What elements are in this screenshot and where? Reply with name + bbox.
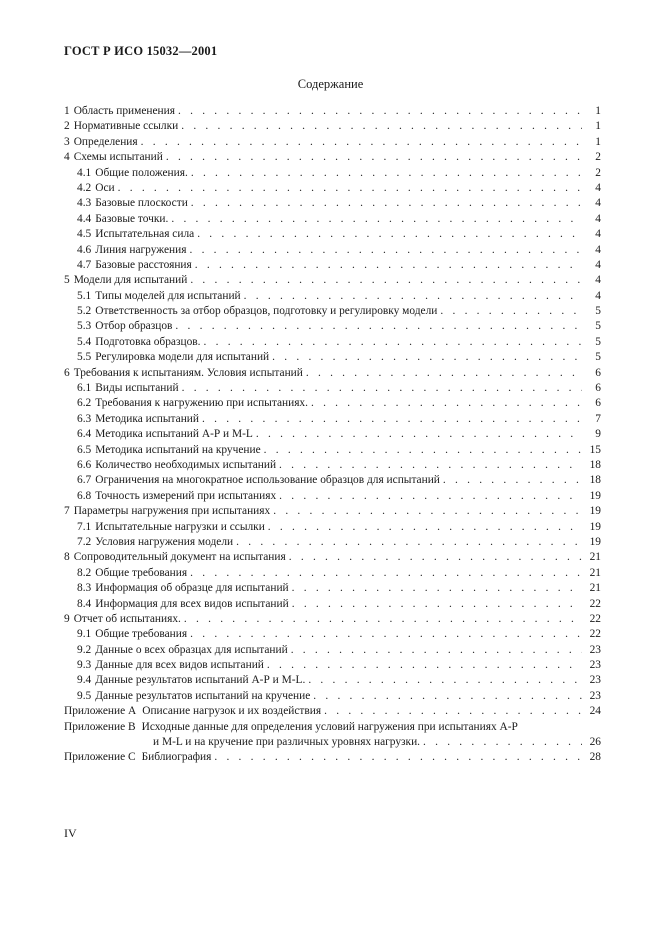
toc-entry-page: 23 xyxy=(589,674,601,687)
toc-entry-page: 2 xyxy=(595,166,601,179)
leader-dots xyxy=(311,396,582,411)
leader-dots xyxy=(324,704,582,719)
toc-entry-page: 5 xyxy=(595,335,601,348)
toc-entry-label: Данные для всех видов испытаний xyxy=(95,659,264,672)
toc-entry-page: 4 xyxy=(595,289,601,302)
toc-entry[interactable] xyxy=(64,135,601,150)
toc-entry-number: 7.2 xyxy=(77,535,92,548)
toc-entry-number: 4.4 xyxy=(77,212,92,225)
toc-entry-number: 8.4 xyxy=(77,597,92,610)
toc-entry-label: Количество необходимых испытаний xyxy=(95,458,277,471)
leader-dots xyxy=(190,627,582,642)
toc-entry-page: 19 xyxy=(589,535,601,548)
leader-dots xyxy=(171,212,582,227)
toc-entry-number: 4.3 xyxy=(77,197,92,210)
toc-appendix-continuation[interactable] xyxy=(64,735,601,750)
toc-subentry[interactable] xyxy=(64,335,601,350)
toc-entry-label: Методика испытаний А-Р и М-L xyxy=(95,428,253,441)
leader-dots xyxy=(443,473,582,488)
leader-dots xyxy=(244,289,582,304)
toc-entry-number: 4.7 xyxy=(77,258,92,271)
toc-entry-number: 8.2 xyxy=(77,566,92,579)
appendix-label: Исходные данные для определения условий нагружения при испытаниях А-Р xyxy=(141,720,518,733)
leader-dots xyxy=(292,581,582,596)
toc-entry-number: 9.3 xyxy=(77,659,92,672)
leader-dots xyxy=(181,119,582,134)
leader-dots xyxy=(204,335,583,350)
toc-entry-label: Информация для всех видов испытаний xyxy=(95,597,289,610)
toc-entry-label: Информация об образце для испытаний xyxy=(95,582,289,595)
toc-entry-number: 2 xyxy=(64,120,70,133)
leader-dots xyxy=(166,150,582,165)
toc-entry[interactable] xyxy=(64,366,601,381)
toc-entry-number: 4.6 xyxy=(77,243,92,256)
toc-entry-number: 6.6 xyxy=(77,458,92,471)
toc-subentry[interactable] xyxy=(64,181,601,196)
toc-entry-label: Модели для испытаний xyxy=(73,274,188,287)
toc-entry-label: Точность измерений при испытаниях xyxy=(95,489,277,502)
toc-entry-page: 4 xyxy=(595,243,601,256)
leader-dots xyxy=(291,643,582,658)
leader-dots xyxy=(195,258,582,273)
toc-entry-label: Регулировка модели для испытаний xyxy=(95,351,270,364)
appendix-page: 26 xyxy=(589,736,601,749)
toc-entry-label: Нормативные ссылки xyxy=(73,120,179,133)
toc-entry-label: Отбор образцов xyxy=(95,320,173,333)
toc-entry[interactable] xyxy=(64,273,601,288)
toc-entry-number: 8 xyxy=(64,551,70,564)
toc-entry-number: 5.5 xyxy=(77,351,92,364)
toc-entry-label: Базовые плоскости xyxy=(95,197,188,210)
toc-entry-number: 6.1 xyxy=(77,382,92,395)
toc-entry-number: 8.3 xyxy=(77,582,92,595)
leader-dots xyxy=(273,504,582,519)
toc-subentry[interactable] xyxy=(64,535,601,550)
toc-entry-label: Общие требования xyxy=(95,566,188,579)
leader-dots xyxy=(308,673,582,688)
toc-entry-label: Базовые расстояния xyxy=(95,258,192,271)
toc-entry-page: 15 xyxy=(589,443,601,456)
toc-entry-page: 23 xyxy=(589,643,601,656)
toc-entry-label: Общие положения. xyxy=(95,166,188,179)
toc-entry-number: 5.2 xyxy=(77,305,92,318)
toc-entry-page: 22 xyxy=(589,597,601,610)
leader-dots xyxy=(118,181,582,196)
leader-dots xyxy=(264,443,582,458)
toc-entry-number: 4 xyxy=(64,151,70,164)
toc-entry-label: Определения xyxy=(73,135,138,148)
toc-entry-number: 5.4 xyxy=(77,335,92,348)
appendix-label: Описание нагрузок и их воздействия xyxy=(142,705,322,718)
toc-subentry[interactable] xyxy=(64,597,601,612)
leader-dots xyxy=(189,243,582,258)
toc-subentry[interactable] xyxy=(64,304,601,319)
toc-entry-label: Ответственность за отбор образцов, подготовку и регулировку модели xyxy=(95,305,438,318)
toc-entry-number: 9.2 xyxy=(77,643,92,656)
toc-entry-label: Типы моделей для испытаний xyxy=(95,289,241,302)
toc-entry-page: 19 xyxy=(589,520,601,533)
toc-entry-label: Ограничения на многократное использование образцов для испытаний xyxy=(95,474,440,487)
toc-entry-page: 4 xyxy=(595,274,601,287)
toc-entry[interactable] xyxy=(64,612,601,627)
toc-subentry[interactable] xyxy=(64,258,601,273)
toc-entry-number: 5 xyxy=(64,274,70,287)
page-number: IV xyxy=(64,826,77,840)
appendix-label-cont: и М-L и на кручение при различных уровнях нагрузки. xyxy=(153,736,421,749)
toc-entry-page: 4 xyxy=(595,181,601,194)
toc-subentry[interactable] xyxy=(64,289,601,304)
toc-entry-page: 22 xyxy=(589,612,601,625)
appendix-page: 28 xyxy=(589,751,601,764)
toc-subentry[interactable] xyxy=(64,243,601,258)
appendix-label: Библиография xyxy=(141,751,212,764)
toc-entry-page: 18 xyxy=(589,474,601,487)
toc-entry-page: 4 xyxy=(595,212,601,225)
leader-dots xyxy=(267,658,582,673)
leader-dots xyxy=(256,427,582,442)
toc-entry-label: Данные о всех образцах для испытаний xyxy=(95,643,288,656)
toc-entry-number: 1 xyxy=(64,105,70,117)
toc-subentry[interactable] xyxy=(64,227,601,242)
leader-dots xyxy=(440,304,582,319)
toc-entry-page: 1 xyxy=(595,105,601,117)
leader-dots xyxy=(184,612,582,627)
leader-dots xyxy=(190,566,582,581)
leader-dots xyxy=(313,689,582,704)
toc-subentry[interactable] xyxy=(64,673,601,688)
toc-entry-page: 6 xyxy=(595,382,601,395)
toc-entry-number: 5.1 xyxy=(77,289,92,302)
toc-entry-label: Сопроводительный документ на испытания xyxy=(73,551,286,564)
leader-dots xyxy=(175,319,582,334)
toc-entry-label: Оси xyxy=(95,181,115,194)
toc-subentry[interactable] xyxy=(64,212,601,227)
toc-entry-page: 1 xyxy=(595,135,601,148)
toc-entry-page: 9 xyxy=(595,428,601,441)
toc-entry-number: 4.1 xyxy=(77,166,92,179)
toc-entry-page: 5 xyxy=(595,320,601,333)
leader-dots xyxy=(268,520,582,535)
toc-subentry[interactable] xyxy=(64,166,601,181)
toc-entry-label: Испытательная сила xyxy=(95,228,195,241)
toc-subentry[interactable] xyxy=(64,319,601,334)
toc-entry-label: Методика испытаний xyxy=(95,412,199,425)
toc-subentry[interactable] xyxy=(64,458,601,473)
toc-entry-label: Данные результатов испытаний А-Р и М-L. xyxy=(95,674,306,687)
toc-entry-number: 6 xyxy=(64,366,70,379)
toc-entry-page: 19 xyxy=(589,489,601,502)
leader-dots xyxy=(289,550,582,565)
toc-entry-page: 6 xyxy=(595,366,601,379)
toc-appendix[interactable] xyxy=(64,750,601,765)
toc-entry-page: 6 xyxy=(595,397,601,410)
toc-subentry[interactable] xyxy=(64,627,601,642)
toc-entry-label: Условия нагружения модели xyxy=(95,535,234,548)
toc-entry-page: 21 xyxy=(589,582,601,595)
toc-entry-page: 5 xyxy=(595,351,601,364)
leader-dots xyxy=(236,535,582,550)
toc-entry-label: Методика испытаний на кручение xyxy=(95,443,261,456)
leader-dots xyxy=(279,489,582,504)
toc-entry-number: 4.5 xyxy=(77,228,92,241)
toc-subentry[interactable] xyxy=(64,443,601,458)
toc-entry-page: 1 xyxy=(595,120,601,133)
toc-entry-page: 18 xyxy=(589,458,601,471)
toc-entry-page: 2 xyxy=(595,151,601,164)
toc-entry-page: 21 xyxy=(589,551,601,564)
toc-entry-page: 4 xyxy=(595,228,601,241)
toc-subentry[interactable] xyxy=(64,520,601,535)
toc-entry-label: Отчет об испытаниях. xyxy=(73,612,181,625)
toc-subentry[interactable] xyxy=(64,196,601,211)
toc-entry-label: Подготовка образцов. xyxy=(95,335,201,348)
toc-entry-label: Параметры нагружения при испытаниях xyxy=(73,505,271,518)
leader-dots xyxy=(423,735,582,750)
leader-dots xyxy=(191,166,582,181)
toc-subentry[interactable] xyxy=(64,689,601,704)
leader-dots xyxy=(306,366,582,381)
toc-subentry[interactable] xyxy=(64,412,601,427)
leader-dots xyxy=(292,597,582,612)
toc-entry-number: 6.3 xyxy=(77,412,92,425)
toc-entry-page: 4 xyxy=(595,258,601,271)
toc-entry-label: Требования к испытаниям. Условия испытаний xyxy=(73,366,303,379)
document-header: ГОСТ Р ИСО 15032—2001 xyxy=(64,44,218,58)
toc-entry-label: Область применения xyxy=(73,105,175,117)
toc-subentry[interactable] xyxy=(64,396,601,411)
toc-appendix[interactable] xyxy=(64,704,601,719)
toc-entry-label: Общие требования xyxy=(95,628,188,641)
leader-dots xyxy=(272,350,582,365)
leader-dots xyxy=(191,196,582,211)
toc-entry-number: 6.2 xyxy=(77,397,92,410)
leader-dots xyxy=(214,750,582,765)
toc-subentry[interactable] xyxy=(64,473,601,488)
toc-entry-number: 3 xyxy=(64,135,70,148)
toc-entry[interactable] xyxy=(64,119,601,134)
toc-entry-page: 21 xyxy=(589,566,601,579)
toc-subentry[interactable] xyxy=(64,581,601,596)
toc-entry-number: 5.3 xyxy=(77,320,92,333)
toc-entry-page: 23 xyxy=(589,659,601,672)
leader-dots xyxy=(190,273,582,288)
toc-entry-page: 23 xyxy=(589,689,601,702)
leader-dots xyxy=(178,104,582,119)
toc-subentry[interactable] xyxy=(64,489,601,504)
toc-entry-page: 7 xyxy=(595,412,601,425)
toc-entry[interactable] xyxy=(64,150,601,165)
toc-entry-number: 6.8 xyxy=(77,489,92,502)
appendix-page: 24 xyxy=(589,705,601,718)
toc-entry-page: 5 xyxy=(595,305,601,318)
appendix-number: Приложение А xyxy=(64,705,137,718)
toc-entry-label: Линия нагружения xyxy=(95,243,187,256)
toc-subentry[interactable] xyxy=(64,658,601,673)
leader-dots xyxy=(202,412,582,427)
leader-dots xyxy=(279,458,582,473)
toc-entry-number: 6.4 xyxy=(77,428,92,441)
toc-entry[interactable] xyxy=(64,104,601,119)
toc-entry-label: Испытательные нагрузки и ссылки xyxy=(95,520,265,533)
toc-subentry[interactable] xyxy=(64,350,601,365)
leader-dots xyxy=(182,381,582,396)
toc-entry-label: Требования к нагружению при испытаниях. xyxy=(95,397,308,410)
toc-entry-page: 22 xyxy=(589,628,601,641)
toc-entry-label: Схемы испытаний xyxy=(73,151,163,164)
toc-entry-number: 6.7 xyxy=(77,474,92,487)
toc-entry-number: 9.1 xyxy=(77,628,92,641)
toc-entry-page: 4 xyxy=(595,197,601,210)
toc-subentry[interactable] xyxy=(64,427,601,442)
toc-entry-page: 19 xyxy=(589,505,601,518)
toc-entry-label: Виды испытаний xyxy=(95,382,179,395)
toc-entry-number: 6.5 xyxy=(77,443,92,456)
toc-entry-number: 9.4 xyxy=(77,674,92,687)
toc-subentry[interactable] xyxy=(64,643,601,658)
table-of-contents xyxy=(64,104,601,766)
toc-entry-label: Базовые точки. xyxy=(95,212,169,225)
toc-entry-number: 7 xyxy=(64,505,70,518)
leader-dots xyxy=(141,135,582,150)
leader-dots xyxy=(197,227,582,242)
toc-entry-number: 9.5 xyxy=(77,689,92,702)
toc-entry-number: 7.1 xyxy=(77,520,92,533)
toc-entry-number: 4.2 xyxy=(77,181,92,194)
toc-subentry[interactable] xyxy=(64,566,601,581)
toc-entry[interactable] xyxy=(64,504,601,519)
appendix-number: Приложение В xyxy=(64,720,136,733)
toc-entry[interactable] xyxy=(64,550,601,565)
toc-entry-label: Данные результатов испытаний на кручение xyxy=(95,689,311,702)
toc-title: Содержание xyxy=(297,77,364,91)
appendix-number: Приложение С xyxy=(64,751,136,764)
toc-entry-number: 9 xyxy=(64,612,70,625)
toc-appendix[interactable] xyxy=(64,720,601,735)
toc-subentry[interactable] xyxy=(64,381,601,396)
